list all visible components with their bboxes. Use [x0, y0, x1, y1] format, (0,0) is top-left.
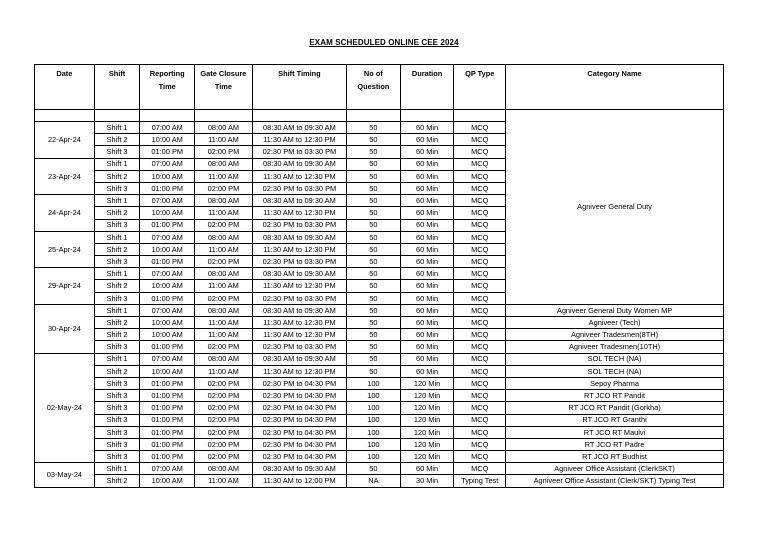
shift-timing-cell: 02:30 PM to 04:30 PM — [252, 426, 346, 438]
duration-cell: 60 Min — [400, 243, 454, 255]
question-count-cell: 100 — [347, 402, 401, 414]
col-header-date: Date — [35, 65, 95, 110]
table-row — [35, 451, 724, 463]
qp-type-cell: MCQ — [454, 195, 506, 207]
shift-cell: Shift 1 — [94, 268, 140, 280]
shift-cell: Shift 3 — [94, 146, 140, 158]
duration-cell: 60 Min — [400, 268, 454, 280]
category-cell: Agniveer Tradesmen(10TH) — [506, 341, 724, 353]
shift-timing-cell: 02:30 PM to 03:30 PM — [252, 292, 346, 304]
col-header-gate-closure-time: Gate Closure Time — [195, 65, 253, 110]
question-count-cell: 50 — [347, 304, 401, 316]
reporting-time-cell: 01:00 PM — [140, 292, 195, 304]
shift-timing-cell: 11:30 AM to 12:30 PM — [252, 207, 346, 219]
reporting-time-cell: 07:00 AM — [140, 195, 195, 207]
shift-cell: Shift 3 — [94, 292, 140, 304]
qp-type-cell: MCQ — [454, 134, 506, 146]
category-cell: Agniveer Office Assistant (ClerkSKT) — [506, 463, 724, 475]
gate-closure-cell: 02:00 PM — [195, 451, 253, 463]
reporting-time-cell: 01:00 PM — [140, 414, 195, 426]
duration-cell: 60 Min — [400, 353, 454, 365]
gate-closure-cell: 02:00 PM — [195, 182, 253, 194]
table-row — [35, 317, 724, 329]
shift-cell: Shift 2 — [94, 134, 140, 146]
gate-closure-cell: 08:00 AM — [195, 463, 253, 475]
gate-closure-cell: 11:00 AM — [195, 475, 253, 487]
question-count-cell: 50 — [347, 182, 401, 194]
qp-type-cell: MCQ — [454, 182, 506, 194]
gate-closure-cell: 02:00 PM — [195, 438, 253, 450]
question-count-cell: 50 — [347, 256, 401, 268]
question-count-cell: 50 — [347, 463, 401, 475]
duration-cell: 60 Min — [400, 317, 454, 329]
question-count-cell: NA — [347, 475, 401, 487]
table-row — [35, 329, 724, 341]
question-count-cell: 50 — [347, 365, 401, 377]
qp-type-cell: MCQ — [454, 207, 506, 219]
shift-cell: Shift 1 — [94, 353, 140, 365]
shift-cell: Shift 2 — [94, 475, 140, 487]
gate-closure-cell: 02:00 PM — [195, 390, 253, 402]
question-count-cell: 50 — [347, 158, 401, 170]
category-cell: Agniveer Office Assistant (Clerk/SKT) Typing Test — [506, 475, 724, 487]
duration-cell: 60 Min — [400, 122, 454, 134]
category-cell: RT JCO RT Pandit — [506, 390, 724, 402]
question-count-cell: 50 — [347, 341, 401, 353]
question-count-cell: 50 — [347, 317, 401, 329]
question-count-cell: 50 — [347, 292, 401, 304]
reporting-time-cell: 07:00 AM — [140, 231, 195, 243]
duration-cell: 60 Min — [400, 304, 454, 316]
gate-closure-cell: 02:00 PM — [195, 146, 253, 158]
shift-cell: Shift 2 — [94, 170, 140, 182]
question-count-cell: 50 — [347, 353, 401, 365]
question-count-cell: 100 — [347, 426, 401, 438]
shift-timing-cell: 11:30 AM to 12:30 PM — [252, 329, 346, 341]
duration-cell: 60 Min — [400, 170, 454, 182]
category-cell: RT JCO RT Pandit (Gorkha) — [506, 402, 724, 414]
reporting-time-cell: 07:00 AM — [140, 158, 195, 170]
gate-closure-cell: 08:00 AM — [195, 195, 253, 207]
gate-closure-cell: 11:00 AM — [195, 329, 253, 341]
reporting-time-cell: 10:00 AM — [140, 475, 195, 487]
gate-closure-cell: 08:00 AM — [195, 353, 253, 365]
gate-closure-cell: 11:00 AM — [195, 243, 253, 255]
spacer-row — [35, 110, 724, 122]
reporting-time-cell: 10:00 AM — [140, 207, 195, 219]
reporting-time-cell: 01:00 PM — [140, 256, 195, 268]
duration-cell: 60 Min — [400, 329, 454, 341]
shift-cell: Shift 3 — [94, 390, 140, 402]
gate-closure-cell: 11:00 AM — [195, 280, 253, 292]
shift-cell: Shift 1 — [94, 158, 140, 170]
shift-timing-cell: 02:30 PM to 03:30 PM — [252, 146, 346, 158]
shift-cell: Shift 3 — [94, 402, 140, 414]
duration-cell: 120 Min — [400, 390, 454, 402]
reporting-time-cell: 10:00 AM — [140, 317, 195, 329]
duration-cell: 60 Min — [400, 365, 454, 377]
question-count-cell: 50 — [347, 207, 401, 219]
shift-cell: Shift 3 — [94, 451, 140, 463]
gate-closure-cell: 11:00 AM — [195, 207, 253, 219]
table-row — [35, 341, 724, 353]
table-row — [35, 414, 724, 426]
shift-cell: Shift 2 — [94, 329, 140, 341]
qp-type-cell: MCQ — [454, 365, 506, 377]
table-row — [35, 377, 724, 389]
category-cell: RT JCO RT Granthi — [506, 414, 724, 426]
reporting-time-cell: 01:00 PM — [140, 426, 195, 438]
question-count-cell: 50 — [347, 243, 401, 255]
date-cell: 29-Apr-24 — [35, 268, 95, 305]
shift-timing-cell: 08:30 AM to 09:30 AM — [252, 463, 346, 475]
shift-timing-cell: 08:30 AM to 09:30 AM — [252, 231, 346, 243]
shift-cell: Shift 1 — [94, 463, 140, 475]
date-cell: 22-Apr-24 — [35, 122, 95, 159]
duration-cell: 60 Min — [400, 341, 454, 353]
question-count-cell: 100 — [347, 451, 401, 463]
col-header-shift-timing: Shift Timing — [252, 65, 346, 110]
shift-cell: Shift 2 — [94, 280, 140, 292]
reporting-time-cell: 10:00 AM — [140, 365, 195, 377]
qp-type-cell: MCQ — [454, 341, 506, 353]
shift-timing-cell: 08:30 AM to 09:30 AM — [252, 122, 346, 134]
qp-type-cell: Typing Test — [454, 475, 506, 487]
reporting-time-cell: 01:00 PM — [140, 402, 195, 414]
duration-cell: 60 Min — [400, 182, 454, 194]
question-count-cell: 100 — [347, 390, 401, 402]
duration-cell: 60 Min — [400, 146, 454, 158]
shift-cell: Shift 3 — [94, 256, 140, 268]
qp-type-cell: MCQ — [454, 219, 506, 231]
reporting-time-cell: 01:00 PM — [140, 146, 195, 158]
question-count-cell: 50 — [347, 231, 401, 243]
qp-type-cell: MCQ — [454, 438, 506, 450]
table-row — [35, 304, 724, 316]
page-title: EXAM SCHEDULED ONLINE CEE 2024 — [309, 38, 459, 47]
duration-cell: 60 Min — [400, 219, 454, 231]
qp-type-cell: MCQ — [454, 451, 506, 463]
shift-timing-cell: 11:30 AM to 12:30 PM — [252, 365, 346, 377]
reporting-time-cell: 10:00 AM — [140, 329, 195, 341]
question-count-cell: 50 — [347, 134, 401, 146]
question-count-cell: 50 — [347, 146, 401, 158]
reporting-time-cell: 10:00 AM — [140, 243, 195, 255]
gate-closure-cell: 02:00 PM — [195, 292, 253, 304]
gate-closure-cell: 08:00 AM — [195, 158, 253, 170]
date-cell: 23-Apr-24 — [35, 158, 95, 195]
gate-closure-cell: 02:00 PM — [195, 341, 253, 353]
table-body — [35, 110, 724, 488]
reporting-time-cell: 07:00 AM — [140, 463, 195, 475]
question-count-cell: 50 — [347, 268, 401, 280]
table-row — [35, 475, 724, 487]
reporting-time-cell: 01:00 PM — [140, 451, 195, 463]
duration-cell: 60 Min — [400, 256, 454, 268]
duration-cell: 60 Min — [400, 134, 454, 146]
qp-type-cell: MCQ — [454, 317, 506, 329]
shift-timing-cell: 02:30 PM to 04:30 PM — [252, 390, 346, 402]
shift-cell: Shift 2 — [94, 207, 140, 219]
qp-type-cell: MCQ — [454, 170, 506, 182]
col-header-category-name: Category Name — [506, 65, 724, 110]
shift-timing-cell: 02:30 PM to 03:30 PM — [252, 341, 346, 353]
gate-closure-cell: 02:00 PM — [195, 219, 253, 231]
gate-closure-cell: 08:00 AM — [195, 304, 253, 316]
question-count-cell: 50 — [347, 280, 401, 292]
col-header-reporting-time: Reporting Time — [140, 65, 195, 110]
shift-cell: Shift 3 — [94, 414, 140, 426]
category-cell: SOL TECH (NA) — [506, 365, 724, 377]
col-header-duration: Duration — [400, 65, 454, 110]
shift-cell: Shift 2 — [94, 317, 140, 329]
duration-cell: 120 Min — [400, 414, 454, 426]
date-cell: 03-May-24 — [35, 463, 95, 487]
reporting-time-cell: 01:00 PM — [140, 377, 195, 389]
shift-cell: Shift 1 — [94, 304, 140, 316]
table-row — [35, 353, 724, 365]
qp-type-cell: MCQ — [454, 122, 506, 134]
reporting-time-cell: 07:00 AM — [140, 122, 195, 134]
shift-cell: Shift 3 — [94, 377, 140, 389]
duration-cell: 120 Min — [400, 377, 454, 389]
duration-cell: 60 Min — [400, 231, 454, 243]
duration-cell: 60 Min — [400, 463, 454, 475]
qp-type-cell: MCQ — [454, 402, 506, 414]
reporting-time-cell: 07:00 AM — [140, 304, 195, 316]
duration-cell: 60 Min — [400, 195, 454, 207]
category-cell: Sepoy Pharma — [506, 377, 724, 389]
qp-type-cell: MCQ — [454, 426, 506, 438]
table-row — [35, 463, 724, 475]
reporting-time-cell: 10:00 AM — [140, 170, 195, 182]
question-count-cell: 100 — [347, 377, 401, 389]
duration-cell: 120 Min — [400, 451, 454, 463]
qp-type-cell: MCQ — [454, 268, 506, 280]
exam-schedule-table — [34, 64, 724, 488]
duration-cell: 60 Min — [400, 158, 454, 170]
gate-closure-cell: 08:00 AM — [195, 122, 253, 134]
question-count-cell: 50 — [347, 122, 401, 134]
shift-cell: Shift 2 — [94, 365, 140, 377]
shift-timing-cell: 02:30 PM to 04:30 PM — [252, 451, 346, 463]
category-cell: RT JCO RT Maulvi — [506, 426, 724, 438]
category-cell: Agniveer General Duty Women MP — [506, 304, 724, 316]
shift-timing-cell: 11:30 AM to 12:30 PM — [252, 280, 346, 292]
reporting-time-cell: 01:00 PM — [140, 390, 195, 402]
category-cell: SOL TECH (NA) — [506, 353, 724, 365]
shift-timing-cell: 11:30 AM to 12:30 PM — [252, 243, 346, 255]
qp-type-cell: MCQ — [454, 280, 506, 292]
qp-type-cell: MCQ — [454, 304, 506, 316]
shift-timing-cell: 02:30 PM to 03:30 PM — [252, 182, 346, 194]
gate-closure-cell: 02:00 PM — [195, 402, 253, 414]
gate-closure-cell: 08:00 AM — [195, 268, 253, 280]
shift-cell: Shift 3 — [94, 219, 140, 231]
shift-timing-cell: 11:30 AM to 12:00 PM — [252, 475, 346, 487]
gate-closure-cell: 11:00 AM — [195, 170, 253, 182]
reporting-time-cell: 01:00 PM — [140, 438, 195, 450]
reporting-time-cell: 10:00 AM — [140, 280, 195, 292]
gate-closure-cell: 02:00 PM — [195, 256, 253, 268]
shift-timing-cell: 11:30 AM to 12:30 PM — [252, 170, 346, 182]
gate-closure-cell: 11:00 AM — [195, 317, 253, 329]
qp-type-cell: MCQ — [454, 390, 506, 402]
category-cell: Agniveer (Tech) — [506, 317, 724, 329]
shift-timing-cell: 08:30 AM to 09:30 AM — [252, 158, 346, 170]
shift-cell: Shift 3 — [94, 438, 140, 450]
qp-type-cell: MCQ — [454, 231, 506, 243]
qp-type-cell: MCQ — [454, 377, 506, 389]
qp-type-cell: MCQ — [454, 243, 506, 255]
shift-timing-cell: 08:30 AM to 09:30 AM — [252, 268, 346, 280]
gate-closure-cell: 11:00 AM — [195, 134, 253, 146]
reporting-time-cell: 07:00 AM — [140, 353, 195, 365]
qp-type-cell: MCQ — [454, 292, 506, 304]
category-cell: Agniveer Tradesmen(8TH) — [506, 329, 724, 341]
shift-cell: Shift 3 — [94, 182, 140, 194]
shift-cell: Shift 3 — [94, 341, 140, 353]
shift-timing-cell: 02:30 PM to 04:30 PM — [252, 377, 346, 389]
question-count-cell: 100 — [347, 414, 401, 426]
date-cell: 24-Apr-24 — [35, 195, 95, 232]
date-cell: 30-Apr-24 — [35, 304, 95, 353]
question-count-cell: 50 — [347, 329, 401, 341]
duration-cell: 120 Min — [400, 438, 454, 450]
reporting-time-cell: 01:00 PM — [140, 182, 195, 194]
qp-type-cell: MCQ — [454, 158, 506, 170]
header-row — [35, 65, 724, 110]
shift-cell: Shift 1 — [94, 122, 140, 134]
duration-cell: 120 Min — [400, 426, 454, 438]
qp-type-cell: MCQ — [454, 463, 506, 475]
gate-closure-cell: 11:00 AM — [195, 365, 253, 377]
qp-type-cell: MCQ — [454, 256, 506, 268]
category-cell-merged: Agniveer General Duty — [506, 110, 724, 305]
shift-timing-cell: 08:30 AM to 09:30 AM — [252, 353, 346, 365]
col-header-no-of-question: No of Question — [347, 65, 401, 110]
shift-timing-cell: 02:30 PM to 04:30 PM — [252, 402, 346, 414]
gate-closure-cell: 08:00 AM — [195, 231, 253, 243]
shift-timing-cell: 08:30 AM to 09:30 AM — [252, 304, 346, 316]
duration-cell: 120 Min — [400, 402, 454, 414]
shift-cell: Shift 1 — [94, 195, 140, 207]
reporting-time-cell: 01:00 PM — [140, 341, 195, 353]
col-header-shift: Shift — [94, 65, 140, 110]
duration-cell: 60 Min — [400, 207, 454, 219]
qp-type-cell: MCQ — [454, 353, 506, 365]
question-count-cell: 50 — [347, 170, 401, 182]
table-row — [35, 438, 724, 450]
col-header-qp-type: QP Type — [454, 65, 506, 110]
shift-timing-cell: 02:30 PM to 04:30 PM — [252, 414, 346, 426]
date-cell: 25-Apr-24 — [35, 231, 95, 268]
shift-timing-cell: 02:30 PM to 03:30 PM — [252, 256, 346, 268]
shift-timing-cell: 02:30 PM to 04:30 PM — [252, 438, 346, 450]
qp-type-cell: MCQ — [454, 414, 506, 426]
gate-closure-cell: 02:00 PM — [195, 426, 253, 438]
shift-timing-cell: 11:30 AM to 12:30 PM — [252, 317, 346, 329]
duration-cell: 60 Min — [400, 292, 454, 304]
table-row — [35, 426, 724, 438]
duration-cell: 30 Min — [400, 475, 454, 487]
shift-timing-cell: 02:30 PM to 03:30 PM — [252, 219, 346, 231]
reporting-time-cell: 01:00 PM — [140, 219, 195, 231]
duration-cell: 60 Min — [400, 280, 454, 292]
table-row — [35, 402, 724, 414]
shift-cell: Shift 2 — [94, 243, 140, 255]
qp-type-cell: MCQ — [454, 146, 506, 158]
category-cell: RT JCO RT Padre — [506, 438, 724, 450]
shift-cell: Shift 1 — [94, 231, 140, 243]
question-count-cell: 100 — [347, 438, 401, 450]
gate-closure-cell: 02:00 PM — [195, 377, 253, 389]
reporting-time-cell: 10:00 AM — [140, 134, 195, 146]
date-cell: 02-May-24 — [35, 353, 95, 463]
shift-timing-cell: 11:30 AM to 12:30 PM — [252, 134, 346, 146]
question-count-cell: 50 — [347, 195, 401, 207]
question-count-cell: 50 — [347, 219, 401, 231]
shift-timing-cell: 08:30 AM to 09:30 AM — [252, 195, 346, 207]
shift-cell: Shift 3 — [94, 426, 140, 438]
table-row — [35, 365, 724, 377]
qp-type-cell: MCQ — [454, 329, 506, 341]
category-cell: RT JCO RT Budhist — [506, 451, 724, 463]
gate-closure-cell: 02:00 PM — [195, 414, 253, 426]
table-row — [35, 390, 724, 402]
reporting-time-cell: 07:00 AM — [140, 268, 195, 280]
